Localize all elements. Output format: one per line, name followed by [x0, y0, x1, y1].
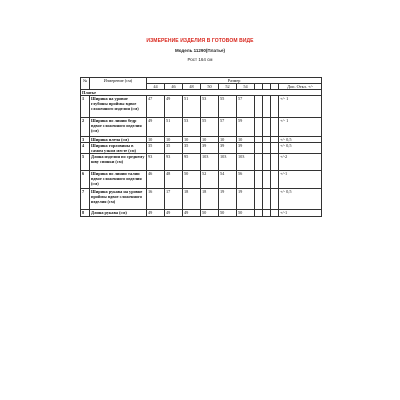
size-value-52: 54	[219, 171, 237, 189]
size-value-46: 10	[165, 137, 183, 143]
size-value-46: 49	[165, 210, 183, 217]
measurement-name: Ширина плеча (см)	[90, 137, 147, 143]
size-value-54: 19	[237, 189, 255, 210]
size-value-50: 10	[201, 137, 219, 143]
empty-cell	[263, 171, 271, 189]
size-value-50: 50	[201, 210, 219, 217]
row-number: 1	[81, 96, 90, 118]
size-48: 48	[183, 84, 201, 90]
size-value-46: 49	[165, 96, 183, 118]
measurement-table	[80, 77, 322, 217]
row-number: 2	[81, 118, 90, 137]
measurement-name: Ширина рукава на уровне проймы вдвое сложенного изделия (см)	[90, 189, 147, 210]
empty-cell	[263, 154, 271, 171]
size-value-52: 10	[219, 137, 237, 143]
size-value-52: 57	[219, 118, 237, 137]
size-value-46: 17	[165, 189, 183, 210]
size-value-44: 46	[147, 171, 165, 189]
size-value-50: 55	[201, 118, 219, 137]
table-row	[81, 118, 322, 137]
size-value-50: 53	[201, 96, 219, 118]
size-value-54: 103	[237, 154, 255, 171]
empty-cell	[271, 189, 279, 210]
size-value-46: 35	[165, 143, 183, 154]
size-value-48: 53	[183, 118, 201, 137]
empty-cell	[263, 210, 271, 217]
size-value-52: 39	[219, 143, 237, 154]
measurement-name: Длина рукава (см)	[90, 210, 147, 217]
size-value-52: 55	[219, 96, 237, 118]
table-row	[81, 143, 322, 154]
row-number: 7	[81, 189, 90, 210]
table-row	[81, 189, 322, 210]
size-value-52: 19	[219, 189, 237, 210]
row-number: 4	[81, 143, 90, 154]
table-row	[81, 210, 322, 217]
empty-cell	[255, 154, 263, 171]
size-value-44: 49	[147, 210, 165, 217]
size-header: Размер	[147, 78, 322, 84]
table-row	[81, 154, 322, 171]
size-value-46: 51	[165, 118, 183, 137]
measurement-name: Ширина горловины в самом узком месте (см)	[90, 143, 147, 154]
measure-header: Измерение (см)	[90, 78, 147, 90]
tolerance-value: +/- 1	[279, 118, 322, 137]
size-value-54: 59	[237, 118, 255, 137]
size-value-48: 49	[183, 210, 201, 217]
empty-cell	[263, 118, 271, 137]
tolerance-value: +/- 1	[279, 96, 322, 118]
empty-cell	[271, 154, 279, 171]
model-name: Модель 11290(Платье)	[174, 48, 225, 53]
size-value-54: 56	[237, 171, 255, 189]
tolerance-value: +/- 0,5	[279, 137, 322, 143]
size-value-50: 103	[201, 154, 219, 171]
size-value-48: 35	[183, 143, 201, 154]
size-50: 50	[201, 84, 219, 90]
table-row	[81, 96, 322, 118]
row-number: 8	[81, 210, 90, 217]
size-value-44: 47	[147, 96, 165, 118]
size-value-44: 35	[147, 143, 165, 154]
tolerance-value: +/- 0,5	[279, 143, 322, 154]
table-row	[81, 137, 322, 143]
size-value-54: 39	[237, 143, 255, 154]
size-value-54: 10	[237, 137, 255, 143]
size-52: 52	[219, 84, 237, 90]
height-note: Рост 164 см	[187, 57, 213, 62]
empty-cell	[271, 118, 279, 137]
size-value-44: 16	[147, 189, 165, 210]
empty-cell	[255, 210, 263, 217]
row-number: 6	[81, 171, 90, 189]
size-value-54: 50	[237, 210, 255, 217]
size-value-48: 50	[183, 171, 201, 189]
measurement-name: Ширина на уровне глубины проймы вдвое сложенного изделия (см)	[90, 96, 147, 118]
empty-cell	[255, 171, 263, 189]
size-value-48: 95	[183, 154, 201, 171]
size-value-44: 49	[147, 118, 165, 137]
size-46: 46	[165, 84, 183, 90]
size-value-52: 50	[219, 210, 237, 217]
size-54: 54	[237, 84, 255, 90]
tolerance-header: Доп. Откл. +/-	[279, 84, 322, 90]
empty-cell	[263, 143, 271, 154]
size-value-48: 51	[183, 96, 201, 118]
empty-cell	[263, 189, 271, 210]
size-value-46: 48	[165, 171, 183, 189]
size-value-44: 93	[147, 154, 165, 171]
tolerance-value: +/-2	[279, 154, 322, 171]
empty-cell	[271, 210, 279, 217]
empty-cell	[255, 96, 263, 118]
size-value-54: 57	[237, 96, 255, 118]
table-row	[81, 171, 322, 189]
size-value-52: 103	[219, 154, 237, 171]
measurement-name: Длина изделия по среднему шву спинки (см)	[90, 154, 147, 171]
empty-cell	[271, 171, 279, 189]
row-number: 5	[81, 154, 90, 171]
empty-cell	[255, 189, 263, 210]
empty-cell	[255, 118, 263, 137]
tolerance-value: +/-1	[279, 171, 322, 189]
size-44: 44	[147, 84, 165, 90]
measurement-name: Ширина по линии бедр вдвое сложенного изделия (см)	[90, 118, 147, 137]
tolerance-value: +/- 0,5	[279, 189, 322, 210]
size-value-46: 93	[165, 154, 183, 171]
num-header: №	[81, 78, 90, 90]
size-value-50: 18	[201, 189, 219, 210]
document-title: ИЗМЕРЕНИЕ ИЗДЕЛИЯ В ГОТОВОМ ВИДЕ	[146, 38, 254, 44]
size-value-48: 18	[183, 189, 201, 210]
size-value-50: 52	[201, 171, 219, 189]
empty-cell	[263, 96, 271, 118]
measurement-name: Ширина по линии талии вдвое сложенного изделия (см)	[90, 171, 147, 189]
size-value-44: 10	[147, 137, 165, 143]
section-label: Платье	[81, 90, 322, 96]
row-number: 3	[81, 137, 90, 143]
size-value-50: 39	[201, 143, 219, 154]
empty-cell	[271, 143, 279, 154]
empty-cell	[255, 143, 263, 154]
empty-cell	[271, 96, 279, 118]
tolerance-value: +/-1	[279, 210, 322, 217]
size-value-48: 10	[183, 137, 201, 143]
